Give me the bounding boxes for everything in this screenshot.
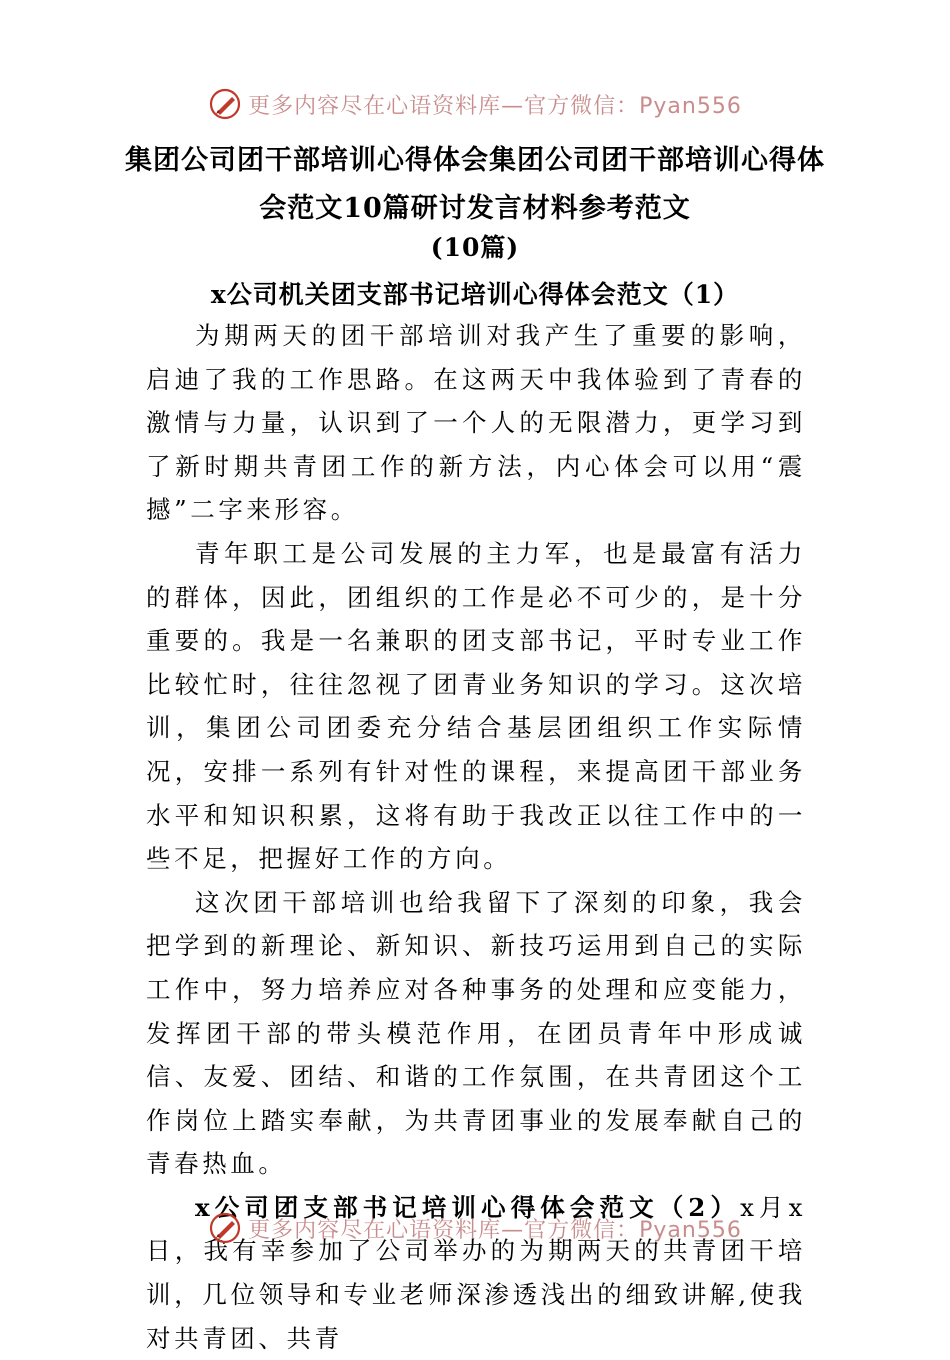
paragraph: 这次团干部培训也给我留下了深刻的印象，我会把学到的新理论、新知识、新技巧运用到自己的实际工作中，努力培养应对各种事务的处理和应变能力，发挥团干部的带头模范作用，在团员青年中形成诚信、友爱、团结、和谐的工作氛围，在共青团这个工作岗位上踏实奉献，为共青团事业的发展奉献自己的青春热血。	[146, 887, 806, 1179]
section-2-text: x月x日，我有幸参加了公司举办的为期两天的共青团干培训，几位领导和专业老师深渗透浅出的细致讲解,使我对共青团、共青	[146, 1192, 806, 1353]
document-title-line3: (10篇)	[430, 233, 520, 262]
document-body	[146, 314, 806, 1360]
paragraph: 为期两天的团干部培训对我产生了重要的影响，启迪了我的工作思路。在这两天中我体验到了青春的激情与力量，认识到了一个人的无限潜力，更学习到了新时期共青团工作的新方法，内心体会可以用“震撼”二字来形容。	[146, 321, 806, 525]
section-title-2: x公司团支部书记培训心得体会范文（2）	[195, 1192, 741, 1222]
watermark-footer	[0, 1206, 950, 1250]
pen-logo-icon	[208, 87, 242, 121]
section-title-1: x公司机关团支部书记培训心得体会范文（1）	[210, 280, 740, 309]
document-title-line1: 集团公司团干部培训心得体会集团公司团干部培训心得体	[125, 145, 825, 176]
paragraph: 青年职工是公司发展的主力军，也是最富有活力的群体，因此，团组织的工作是必不可少的，是十分重要的。我是一名兼职的团支部书记，平时专业工作比较忙时，往往忽视了团青业务知识的学习。这次培训，集团公司团委充分结合基层团组织工作实际情况，安排一系列有针对性的课程，来提高团干部业务水平和知识积累，这将有助于我改正以往工作中的一些不足，把握好工作的方向。	[146, 538, 806, 874]
pen-logo-icon	[208, 1211, 242, 1245]
document-title-line2: 会范文10篇研讨发言材料参考范文	[259, 193, 691, 224]
watermark-text: 更多内容尽在心语资料库—官方微信：Pyan556	[248, 93, 742, 119]
watermark-text: 更多内容尽在心语资料库—官方微信：Pyan556	[248, 1217, 742, 1243]
watermark-header	[0, 82, 950, 126]
